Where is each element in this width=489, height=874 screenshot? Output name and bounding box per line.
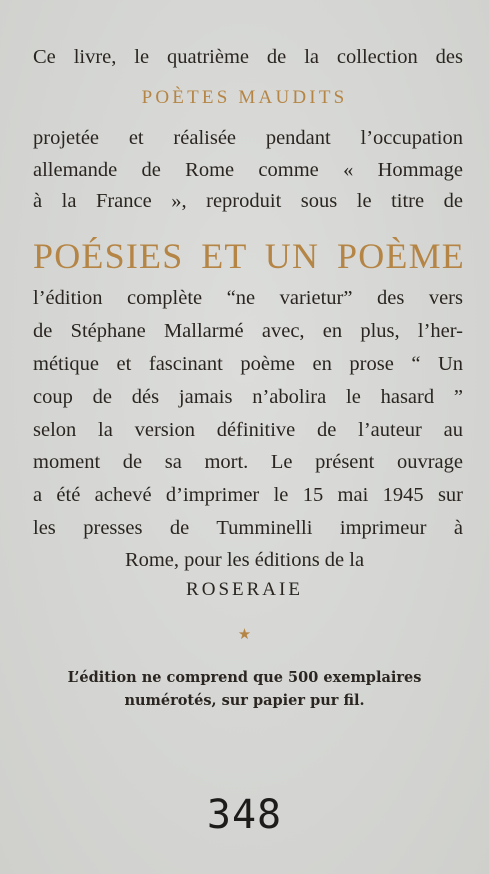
text-line-1: Ce livre, le quatrième de la collection des (33, 46, 463, 68)
edition-note-line-1: L’édition ne comprend que 500 exemplaires (67, 669, 422, 686)
star-ornament-icon: ★ (237, 625, 252, 643)
publisher-name: ROSERAIE (186, 579, 303, 600)
text-line-7: métique et fascinant poème en prose “ Un (33, 353, 463, 375)
text-line-13: Rome, pour les éditions de la (124, 549, 365, 571)
text-line-4: à la France », reproduit sous le titre de (33, 190, 463, 212)
collection-name: POÈTES MAUDITS (141, 87, 348, 108)
book-title: POÉSIES ET UN POÈME (33, 236, 465, 276)
text-line-11: a été achevé d’imprimer le 15 mai 1945 sur (33, 484, 463, 506)
copy-number: 348 (206, 792, 283, 838)
text-line-9: selon la version définitive de l’auteur au (33, 419, 463, 441)
text-line-3: allemande de Rome comme « Hommage (33, 159, 463, 181)
text-line-12: les presses de Tumminelli imprimeur à (33, 517, 463, 539)
edition-note-line-2: numérotés, sur papier pur fil. (124, 692, 365, 709)
text-line-8: coup de dés jamais n’abolira le hasard ” (33, 386, 463, 408)
text-line-5: l’édition complète “ne varietur” des vers (33, 287, 463, 309)
text-line-10: moment de sa mort. Le présent ouvrage (33, 451, 463, 473)
text-line-6: de Stéphane Mallarmé avec, en plus, l’her- (33, 320, 463, 342)
text-line-2: projetée et réalisée pendant l’occupation (33, 127, 463, 149)
